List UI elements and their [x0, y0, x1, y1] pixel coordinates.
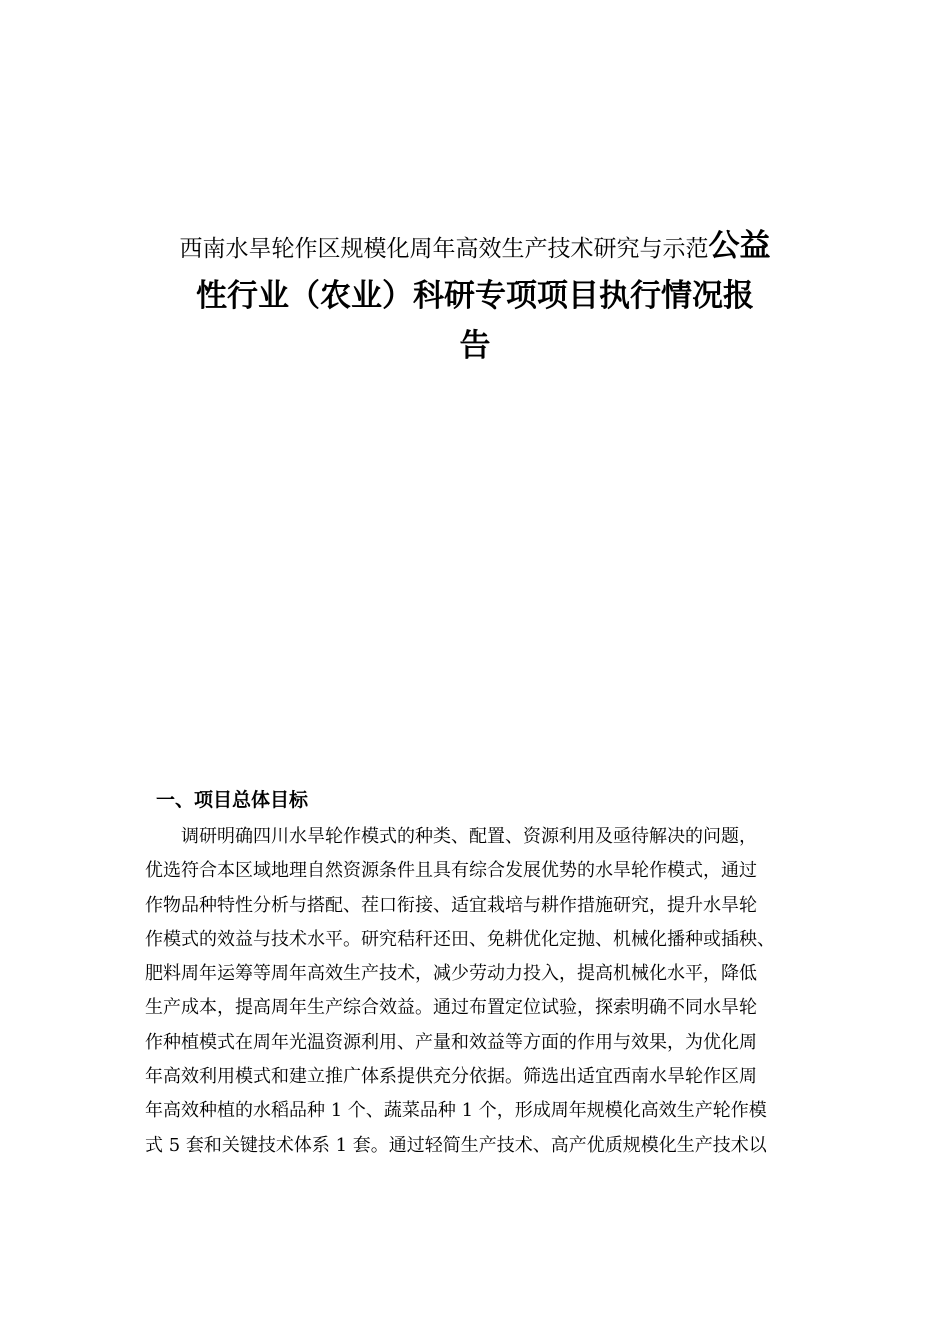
title-line-1	[100, 222, 850, 270]
body-line: 调研明确四川水旱轮作模式的种类、配置、资源利用及亟待解决的问题，	[181, 826, 757, 847]
section-body	[145, 820, 815, 1163]
body-line: 作模式的效益与技术水平。研究秸秆还田、免耕优化定抛、机械化播种或插秧、	[145, 928, 775, 950]
body-line: 生产成本，提高周年生产综合效益。通过布置定位试验，探索明确不同水旱轮	[145, 997, 757, 1019]
body-line: 年高效利用模式和建立推广体系提供充分依据。筛选出适宜西南水旱轮作区周	[145, 1066, 757, 1088]
body-line: 作种植模式在周年光温资源利用、产量和效益等方面的作用与效果，为优化周	[145, 1031, 757, 1053]
body-line: 式 5 套和关键技术体系 1 套。通过轻简生产技术、高产优质规模化生产技术以	[145, 1134, 767, 1156]
section-heading: 一、项目总体目标	[156, 789, 309, 811]
title-line-2: 性行业（农业）科研专项项目执行情况报	[196, 278, 754, 314]
title-line-3: 告	[459, 328, 491, 364]
body-line: 肥料周年运筹等周年高效生产技术，减少劳动力投入，提高机械化水平，降低	[145, 963, 757, 985]
body-line: 优选符合本区域地理自然资源条件且具有综合发展优势的水旱轮作模式，通过	[145, 860, 757, 882]
body-line: 年高效种植的水稻品种 1 个、蔬菜品种 1 个，形成周年规模化高效生产轮作模	[145, 1100, 767, 1122]
document-title	[100, 222, 850, 370]
title-line-1-bold-text: 公益	[708, 228, 771, 264]
body-line: 作物品种特性分析与搭配、茬口衔接、适宜栽培与耕作措施研究，提升水旱轮	[145, 894, 757, 916]
title-line-1-normal-text: 西南水旱轮作区规模化周年高效生产技术研究与示范	[179, 236, 709, 262]
